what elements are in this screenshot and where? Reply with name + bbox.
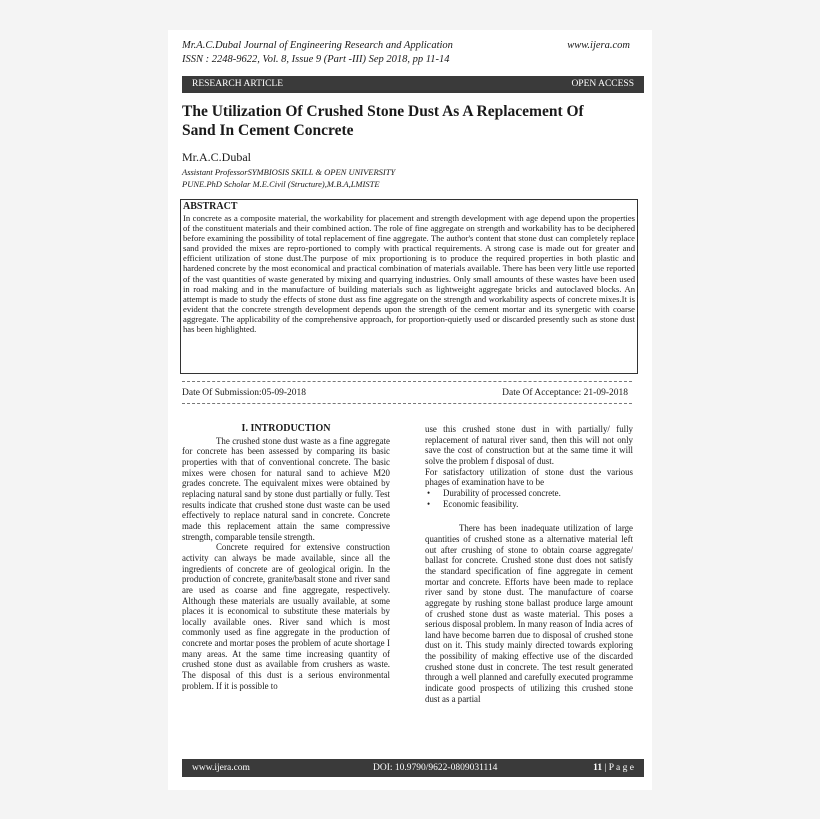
journal-name: Mr.A.C.Dubal Journal of Engineering Research and Application	[182, 40, 453, 51]
page-footer	[182, 759, 644, 777]
divider-bottom	[182, 403, 632, 404]
dates-row	[182, 388, 628, 398]
page-number: 11	[593, 763, 603, 773]
affiliation-line-2: PUNE.PhD Scholar M.E.Civil (Structure),M.B.A,LMISTE	[182, 179, 380, 189]
acceptance-date: Date Of Acceptance: 21-09-2018	[502, 388, 628, 398]
footer-doi[interactable]: DOI: 10.9790/9622-0809031114	[373, 763, 498, 773]
bullet-item: • Durability of processed concrete.	[425, 488, 633, 499]
access-badge: OPEN ACCESS	[571, 79, 634, 89]
left-column	[182, 424, 390, 691]
paragraph: Concrete required for extensive construction activity can always be made available, since all the ingredients of concrete are of geological origin. In the production of concrete, granite/basalt stone and river sand are used as coarse and fine aggregate, respectively. Although these materials are usually available, at some places it is economical to substitute these materials by locally available ones. River sand which is most commonly used as fine aggregate in the production of concrete and mortar poses the problem of acute shortage I many areas. At the same time increasing quantity of crushed stone dust as available from crushers as waste. The disposal of this dust is a serious environmental problem. If it is possible to	[182, 542, 390, 691]
divider-top	[182, 381, 632, 382]
abstract-box	[180, 199, 638, 374]
title-line-1: The Utilization Of Crushed Stone Dust As A Replacement Of	[182, 103, 584, 120]
journal-website[interactable]: www.ijera.com	[567, 40, 630, 51]
paragraph: use this crushed stone dust in with partially/ fully replacement of natural river sand, then this will not only save the cost of construction but at the same time it will solve the problem f disposal of dust.	[425, 424, 633, 466]
issn-line: ISSN : 2248-9622, Vol. 8, Issue 9 (Part -III) Sep 2018, pp 11-14	[182, 54, 450, 65]
page-label: | P a g e	[602, 763, 634, 773]
article-type: RESEARCH ARTICLE	[192, 79, 284, 89]
title-line-2: Sand In Cement Concrete	[182, 122, 354, 139]
bullet-item: • Economic feasibility.	[425, 499, 633, 510]
author-name: Mr.A.C.Dubal	[182, 150, 251, 164]
article-title	[182, 102, 652, 140]
abstract-heading: ABSTRACT	[183, 201, 238, 212]
paragraph: The crushed stone dust waste as a fine aggregate for concrete has been assessed by comparing its basic properties with that of conventional concrete. The basic mixes were chosen for natural sand to achieve M20 grades concrete. The equivalent mixes were obtained by replacing natural sand by stone dust partially or fully. Test results indicate that crushed stone dust waste can be used effectively to replace natural sand in concrete. Concrete made this replacement attain the same compressive strength, comparable tensile strength.	[182, 435, 390, 542]
right-column	[425, 424, 633, 704]
submission-date: Date Of Submission:05-09-2018	[182, 388, 307, 398]
abstract-text: In concrete as a composite material, the workability for placement and strength development with age depend upon the properties of the constituent materials and their combined action. The role of fine aggregate on strength and workability has to be deciphered before examining the possibility of total replacement of fine aggregate. The author's content that stone dust can completely replace sand provided the mixes are repro-portioned to comply with practical requirements. A strong case is made out for greater and efficient utilization of stone dust.The purpose of mix proportioning is to produce the required properties in both plastic and hardened concrete by the most economical and practical combination of materials available. There has been very little use reported of the vast quantities of waste generated by mixing and quarrying industries. Only small amounts of these wastes have been used in road making and in the manufacture of building materials such as lightweight aggregate bricks and autoclaved blocks. An attempt is made to study the effects of stone dust ass fine aggregate on the strength and workability aspects of concrete mixes.It is evident that the concrete strength development depends upon the strength of the cement mortar and its synergetic with coarse aggregate. The applicability of the comprehensive approach, for proportion-quietly used or discarded presently such as stone dust has been highlighted.	[183, 213, 635, 335]
footer-website[interactable]: www.ijera.com	[192, 763, 250, 773]
article-banner	[182, 76, 644, 93]
paragraph: For satisfactory utilization of stone dust the various phages of examination have to be	[425, 466, 633, 488]
affiliation-line-1: Assistant ProfessorSYMBIOSIS SKILL & OPEN UNIVERSITY	[182, 167, 396, 177]
paragraph: There has been inadequate utilization of large quantities of crushed stone as a alternative material left out after crushing of stone to obtain coarse aggregate/ ballast for concrete. Crushed stone dust does not satisfy the standard specification of fine aggregate in cement mortar and concrete. Efforts have been made to replace river sand by stone dust. The manufacture of coarse aggregate by rushing stone ballast produce large amount of crushed stone dust as waste material. This poses a serious disposal problem. In many reason of India acres of land have become barren due to disposal of crushed stone dust on it. This study mainly directed towards exploring the possibility of making effective use of the discarded crushed stone dust in concrete. The test result generated through a well planned and carefully executed programme indicate good prospects of utilizing this crushed stone dust as a partial	[425, 523, 633, 704]
section-heading: I. INTRODUCTION	[241, 423, 331, 434]
page-number-group	[593, 759, 634, 777]
